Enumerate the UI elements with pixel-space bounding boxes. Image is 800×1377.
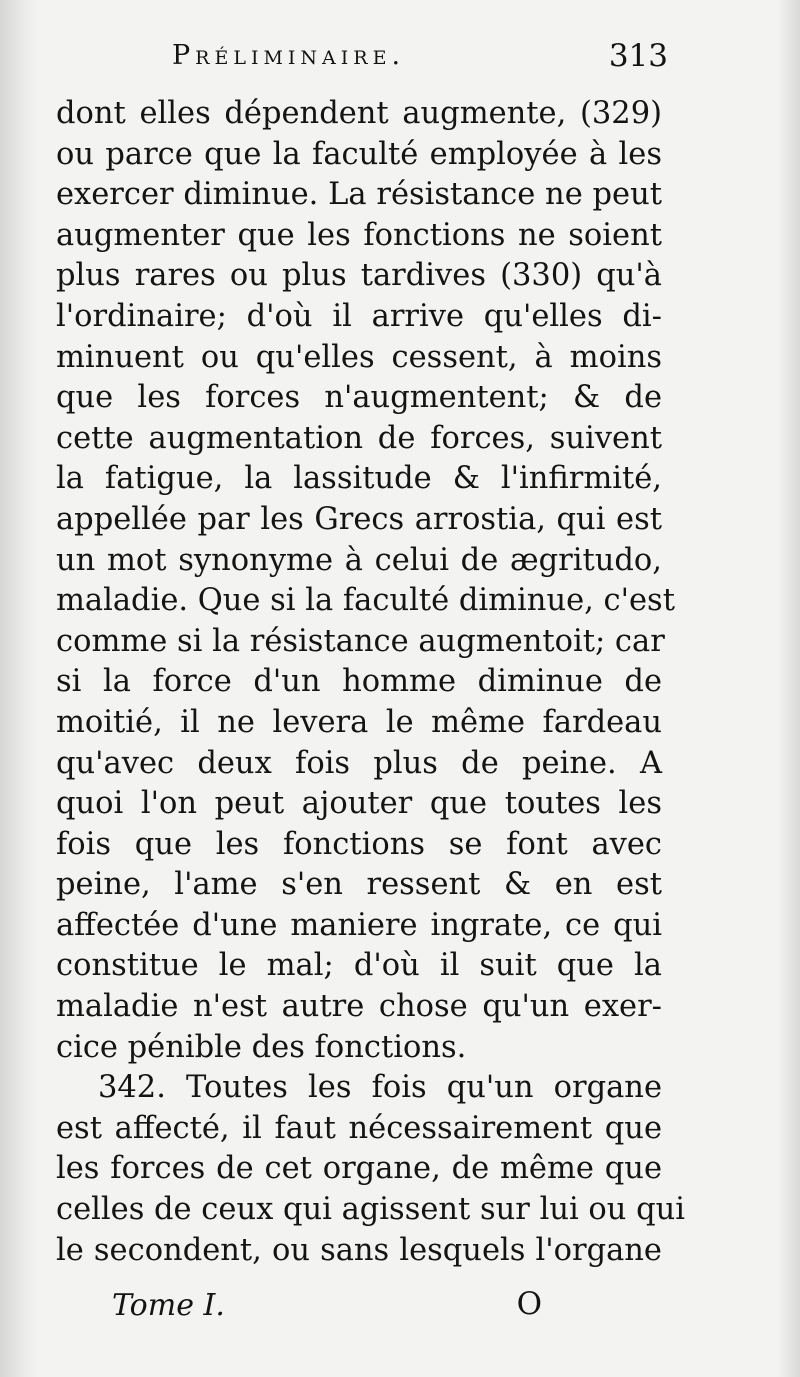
page-footer	[112, 1288, 542, 1332]
gathering-signature-mark: O	[516, 1286, 542, 1322]
text-line: augmenter que les fonctions ne soient	[56, 217, 662, 253]
text-line: ou parce que la faculté employée à les	[56, 136, 662, 172]
text-line: le secondent, ou sans lesquels l'organe	[56, 1232, 662, 1268]
text-line: maladie n'est autre chose qu'un exer-	[56, 989, 662, 1025]
text-line: maladie. Que si la faculté diminue, c'est	[56, 583, 675, 619]
text-line: fois que les fonctions se font avec	[56, 826, 662, 862]
text-line: exercer diminue. La résistance ne peut	[56, 177, 662, 213]
text-line: moitié, il ne levera le même fardeau	[56, 704, 662, 740]
text-line: constitue le mal; d'où il suit que la	[56, 948, 662, 984]
paragraph-end-line: cice pénible des fonctions.	[56, 1029, 467, 1065]
text-line: si la force d'un homme diminue de	[56, 664, 662, 700]
text-line: dont elles dépendent augmente, (329)	[56, 96, 662, 131]
volume-signature: Tome I.	[112, 1288, 225, 1323]
text-line: que les forces n'augmentent; & de	[56, 380, 662, 416]
body-text	[56, 94, 686, 1271]
text-line: les forces de cet organe, de même que	[56, 1151, 662, 1187]
text-line: un mot synonyme à celui de ægritudo,	[56, 542, 662, 578]
text-line: la fatigue, la lassitude & l'infirmité,	[56, 461, 662, 497]
text-line: plus rares ou plus tardives (330) qu'à	[56, 258, 662, 294]
page-number: 313	[608, 38, 668, 74]
text-line: minuent ou qu'elles cessent, à moins	[56, 339, 662, 375]
paragraph-start-line: 342. Toutes les fois qu'un organe	[98, 1070, 662, 1106]
text-line: quoi l'on peut ajouter que toutes les	[56, 786, 662, 822]
text-line: affectée d'une maniere ingrate, ce qui	[56, 907, 662, 943]
text-line: qu'avec deux fois plus de peine. A	[56, 745, 662, 781]
text-line: appellée par les Grecs arrostia, qui est	[56, 501, 662, 537]
text-line: celles de ceux qui agissent sur lui ou qui	[56, 1192, 686, 1228]
text-line: est affecté, il faut nécessairement que	[56, 1110, 662, 1146]
page-header	[172, 40, 668, 84]
text-line: comme si la résistance augmentoit; car	[56, 623, 665, 659]
text-line: peine, l'ame s'en ressent & en est	[56, 867, 662, 903]
text-line: l'ordinaire; d'où il arrive qu'elles di-	[56, 298, 662, 334]
text-line: cette augmentation de forces, suivent	[56, 420, 662, 456]
running-title: Préliminaire.	[172, 40, 406, 71]
